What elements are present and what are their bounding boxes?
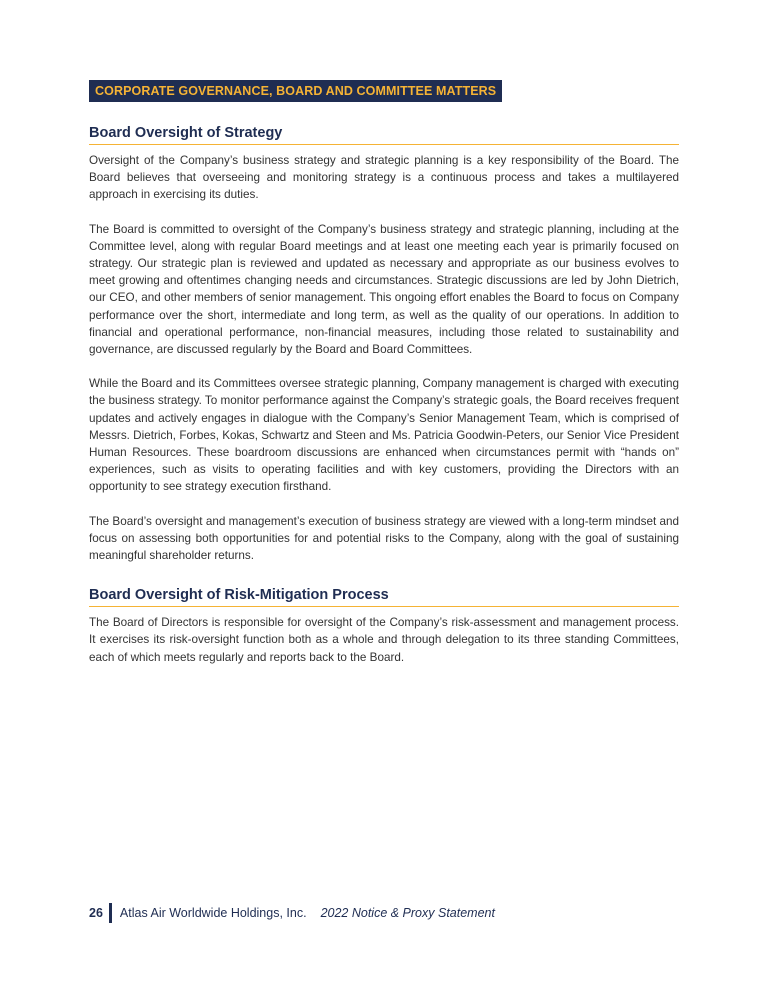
strategy-paragraph-1: Oversight of the Company’s business strategy and strategic planning is a key responsibility of the Board. The Board believes that overseeing and monitoring strategy is a continuous process and takes a multilayered approach in exercising its duties.	[89, 154, 679, 202]
strategy-paragraph-3: While the Board and its Committees oversee strategic planning, Company management is charged with executing the business strategy. To monitor performance against the Company’s strategic goals, the Board receives frequent updates and actively engages in dialogue with the Company’s Senior Management Team, which is comprised of Messrs. Dietrich, Forbes, Kokas, Schwartz and Steen and Ms. Patricia Goodwin-Peters, our Senior Vice President Human Resources. These boardroom discussions are enhanced when circumstances permit with “hands on” experiences, such as visits to operating facilities and with key customers, providing the Directors with an opportunity to see strategy execution firsthand.	[89, 377, 679, 494]
heading-board-oversight-risk: Board Oversight of Risk-Mitigation Process	[89, 586, 679, 607]
strategy-paragraph-2: The Board is committed to oversight of the Company’s business strategy and strategic planning, including at the Committee level, along with regular Board meetings and at least one meeting each year is primarily focused on strategy. Our strategic plan is reviewed and updated as necessary and appropriate as our business evolves to meet growing and oftentimes changing needs and circumstances. Strategic discussions are led by John Dietrich, our CEO, and other members of senior management. This ongoing effort enables the Board to focus on Company performance over the short, intermediate and long term, as well as the quality of our operations. In addition to financial and operational performance, non-financial measures, including those related to sustainability and governance, are discussed regularly by the Board and Board Committees.	[89, 222, 679, 357]
footer-company-name: Atlas Air Worldwide Holdings, Inc.	[119, 906, 307, 920]
page-footer	[89, 902, 495, 924]
section-banner: CORPORATE GOVERNANCE, BOARD AND COMMITTEE MATTERS	[89, 80, 502, 102]
footer-divider	[109, 903, 112, 923]
heading-board-oversight-strategy: Board Oversight of Strategy	[89, 124, 679, 145]
strategy-paragraph-4: The Board’s oversight and management’s execution of business strategy are viewed with a long-term mindset and focus on assessing both opportunities for and potential risks to the Company, along with the goal of sustaining meaningful shareholder returns.	[89, 514, 679, 563]
footer-document-title: 2022 Notice & Proxy Statement	[320, 906, 495, 920]
document-body	[89, 124, 679, 666]
page-number: 26	[89, 906, 103, 920]
risk-paragraph-1: The Board of Directors is responsible for oversight of the Company’s risk-assessment and management process. It exercises its risk-oversight function both as a whole and through delegation to its three standing Committees, each of which meets regularly and reports back to the Board.	[89, 616, 679, 664]
